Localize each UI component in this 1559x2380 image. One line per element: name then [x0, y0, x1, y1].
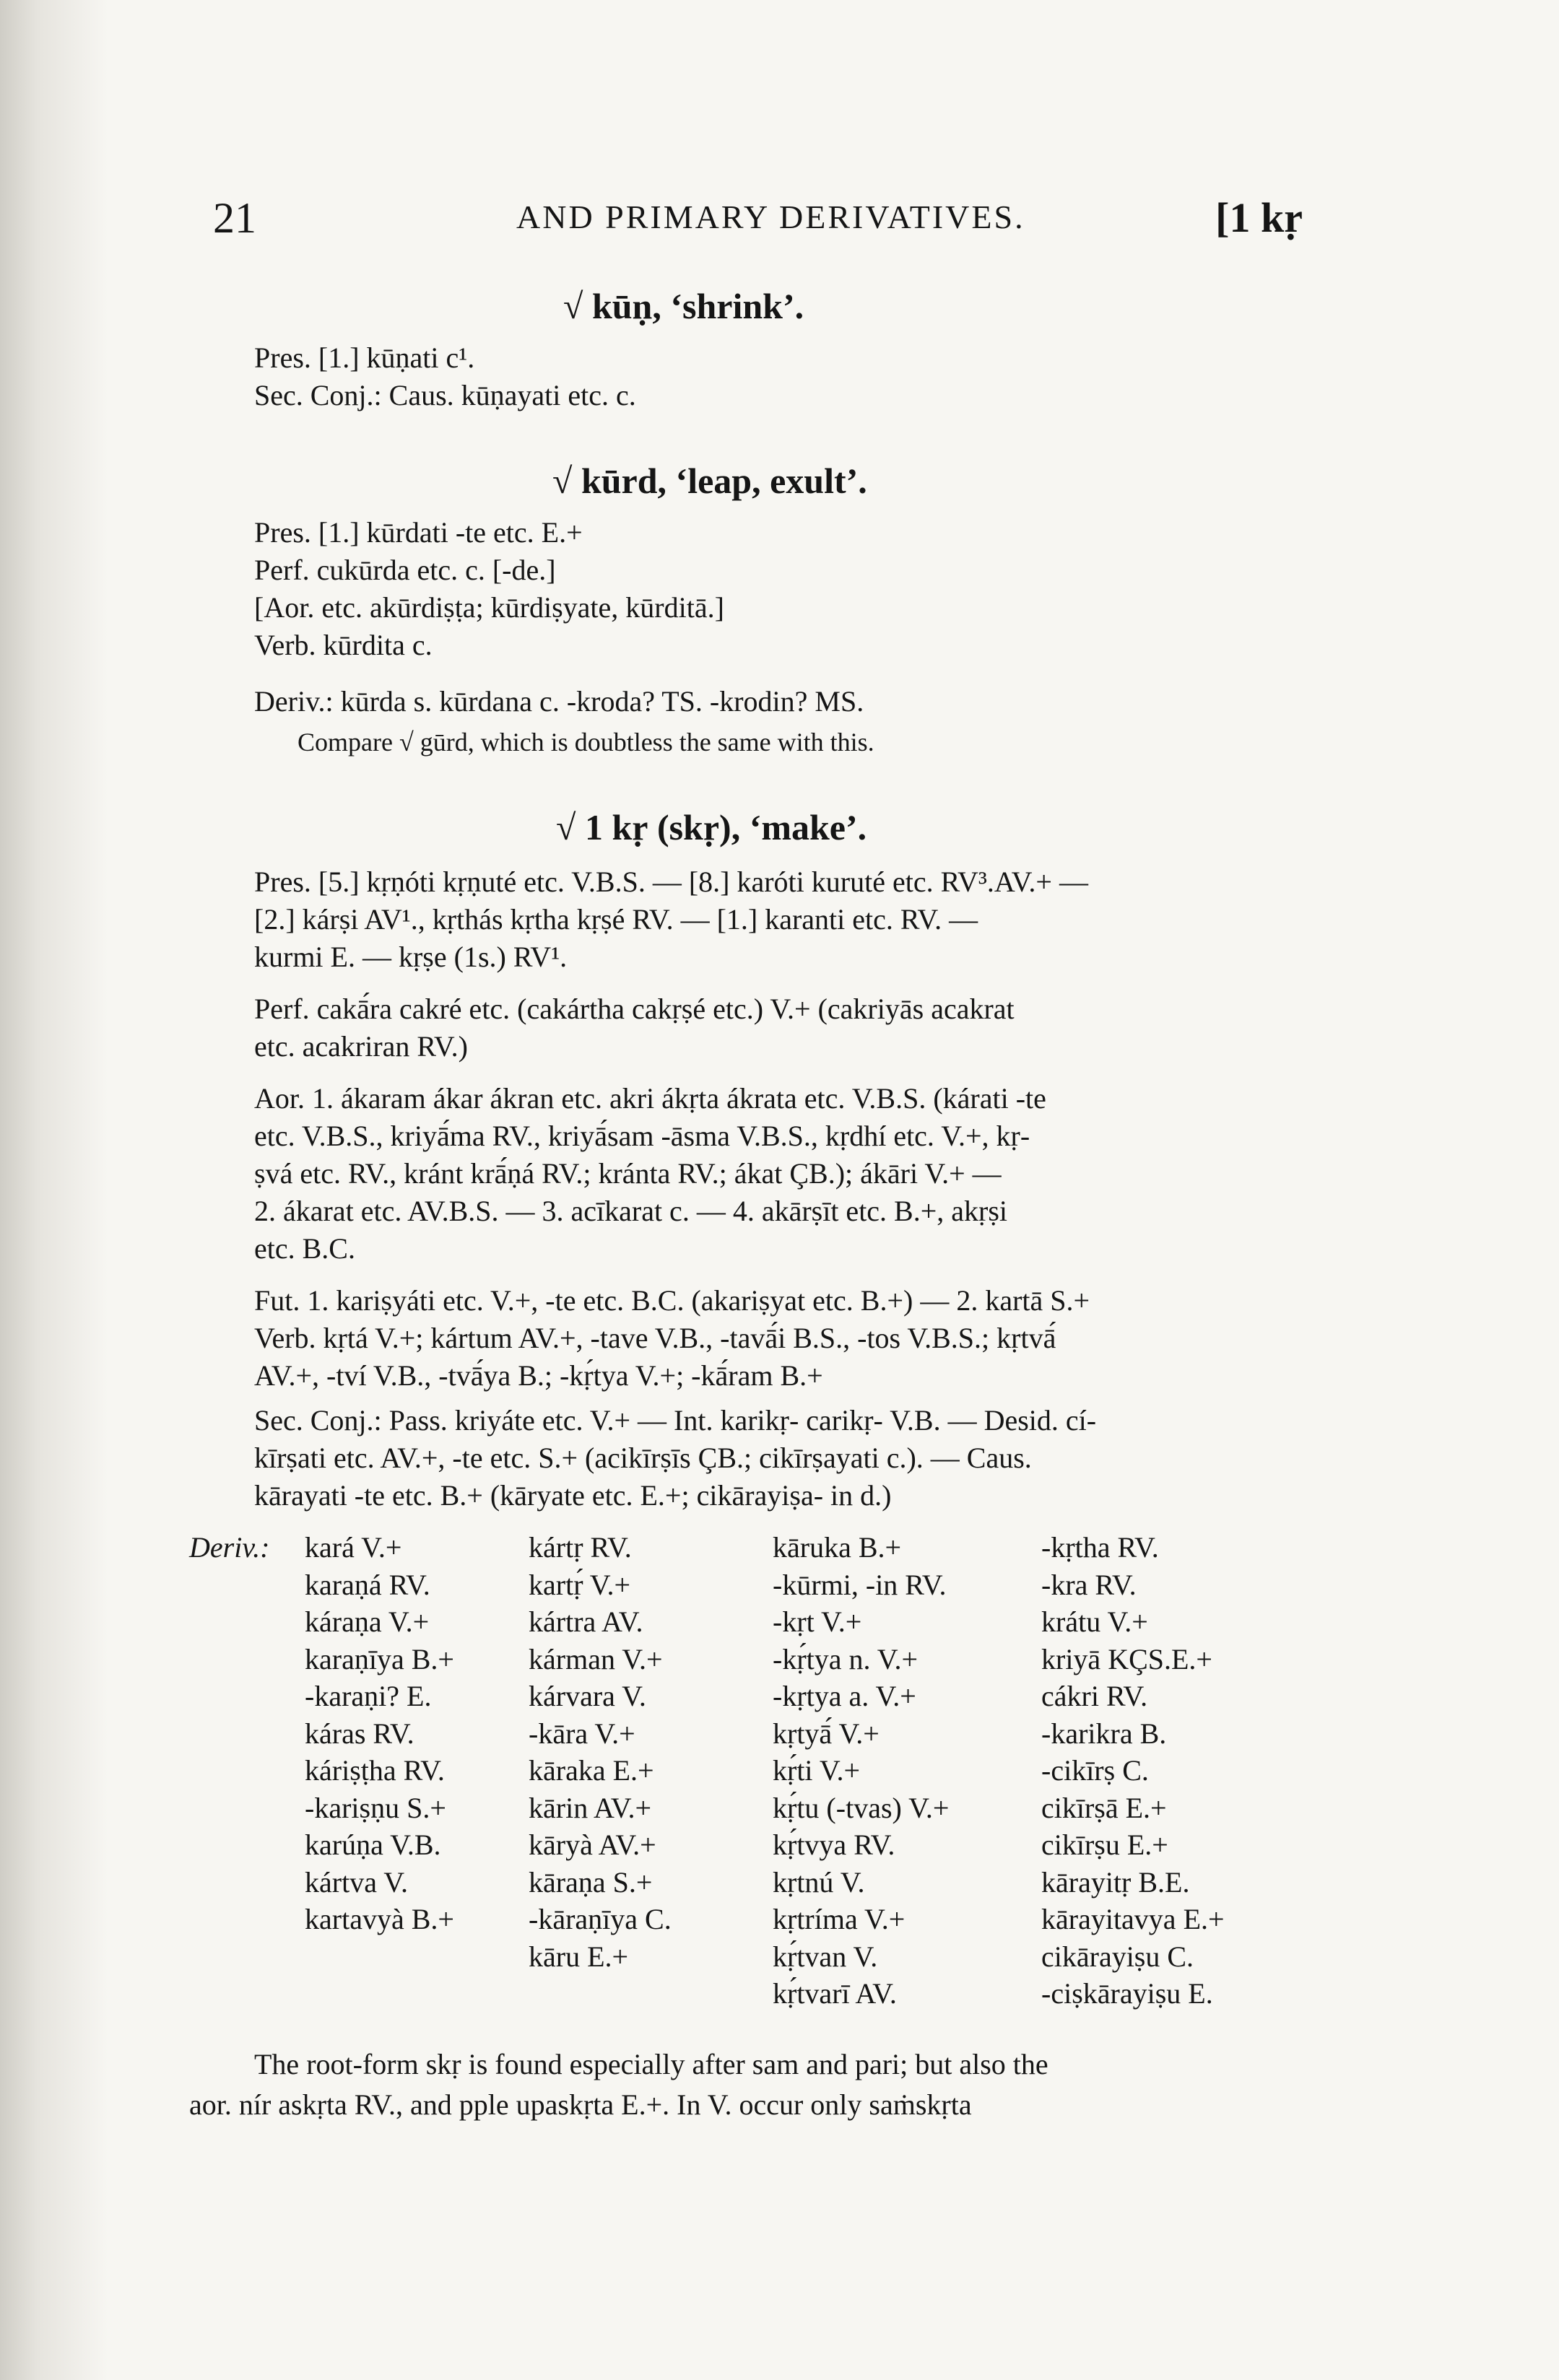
entry-line: Compare √ gūrd, which is doubtless the same with this. — [298, 728, 874, 757]
scan-binding-shadow — [0, 0, 108, 2380]
entry-line: etc. B.C. — [254, 1232, 355, 1265]
derivative-item: kāryà AV.+ — [529, 1828, 656, 1861]
derivative-item: -kūrmi, -in RV. — [773, 1568, 947, 1601]
entry-line: ṣvá etc. RV., kránt krā́ṇá RV.; kránta RV.; ákat ÇB.); ákāri V.+ — — [254, 1157, 1002, 1190]
entry-line: AV.+, -tví V.B., -tvā́ya B.; -kṛ́tya V.+; -kā́ram B.+ — [254, 1359, 823, 1392]
running-head-root: [1 kṛ — [1215, 194, 1303, 241]
derivative-item: kārayitṛ B.E. — [1041, 1865, 1190, 1899]
derivative-item: kṛ́tu (-tvas) V.+ — [773, 1791, 950, 1824]
derivative-item: krátu V.+ — [1041, 1605, 1148, 1638]
entry-line: Verb. kṛtá V.+; kártum AV.+, -tave V.B., -tavā́i B.S., -tos V.B.S.; kṛtvā́ — [254, 1322, 1056, 1354]
derivative-item: káras RV. — [305, 1717, 414, 1750]
entry-line: Fut. 1. kariṣyáti etc. V.+, -te etc. B.C. (akariṣyat etc. B.+) — 2. kartā S.+ — [254, 1284, 1090, 1317]
derivatives-column-2 — [529, 1529, 672, 1975]
derivative-item: -kṛtha RV. — [1041, 1531, 1159, 1564]
derivative-item: kártva V. — [305, 1865, 408, 1899]
derivative-item: kṛtnú V. — [773, 1865, 865, 1899]
derivative-item: káriṣṭha RV. — [305, 1754, 445, 1787]
derivative-item: karaṇīya B.+ — [305, 1642, 454, 1675]
derivative-item: cákri RV. — [1041, 1680, 1148, 1712]
entry-line: Perf. cakā́ra cakré etc. (cakártha cakṛṣé etc.) V.+ (cakriyās acakrat — [254, 993, 1015, 1025]
entry-line: Deriv.: kūrda s. kūrdana c. -kroda? TS. -krodin? MS. — [254, 685, 864, 718]
entry-head-kun: √ kūṇ, ‘shrink’. — [563, 286, 804, 326]
page-number: 21 — [213, 194, 256, 242]
derivative-item: cikārayiṣu C. — [1041, 1940, 1194, 1973]
derivative-item: kṛ́tvya RV. — [773, 1828, 895, 1861]
entry-line: Pres. [1.] kūṇati c¹. — [254, 341, 475, 374]
entry-line: kīrṣati etc. AV.+, -te etc. S.+ (acikīrṣīs ÇB.; cikīrṣayati c.). — Caus. — [254, 1442, 1032, 1474]
derivative-item: kāraka E.+ — [529, 1754, 654, 1787]
derivative-item: -karaṇi? E. — [305, 1680, 432, 1712]
entry-line: Pres. [1.] kūrdati -te etc. E.+ — [254, 516, 583, 549]
running-header — [213, 193, 1303, 251]
footer-line: The root-form skṛ is found especially after sam and pari; but also the — [254, 2048, 1048, 2080]
entry-line: etc. acakriran RV.) — [254, 1030, 468, 1063]
derivatives-column-4 — [1041, 1529, 1225, 2013]
derivative-item: karaṇá RV. — [305, 1568, 430, 1601]
derivative-item: -kṛtya a. V.+ — [773, 1680, 916, 1712]
running-title: AND PRIMARY DERIVATIVES. — [516, 199, 1025, 235]
entry-line: Sec. Conj.: Pass. kriyáte etc. V.+ — Int. karikṛ- carikṛ- V.B. — Desid. cí- — [254, 1404, 1097, 1437]
entry-line: Aor. 1. ákaram ákar ákran etc. akri ákṛta ákrata etc. V.B.S. (kárati -te — [254, 1082, 1046, 1115]
derivatives-column-3 — [773, 1529, 949, 2013]
derivative-item: -kṛt V.+ — [773, 1605, 862, 1638]
entry-line: kārayati -te etc. B.+ (kāryate etc. E.+; cikārayiṣa- in d.) — [254, 1479, 892, 1512]
derivative-item: kṛ́ti V.+ — [773, 1754, 861, 1787]
derivatives-label: Deriv.: — [189, 1531, 270, 1564]
derivative-item: kartṛ́ V.+ — [529, 1568, 631, 1601]
derivative-item: kārayitavya E.+ — [1041, 1903, 1225, 1935]
derivative-item: kṛtyā́ V.+ — [773, 1717, 880, 1750]
derivative-item: -kāraṇīya C. — [529, 1903, 672, 1935]
entry-line: 2. ákarat etc. AV.B.S. — 3. acīkarat c. — 4. akārṣīt etc. B.+, akṛṣi — [254, 1195, 1008, 1227]
entry-line: etc. V.B.S., kriyā́ma RV., kriyā́sam -āsma V.B.S., kṛdhí etc. V.+, kṛ- — [254, 1120, 1030, 1152]
entry-line: [Aor. etc. akūrdiṣṭa; kūrdiṣyate, kūrditā.] — [254, 591, 724, 624]
derivative-item: cikīrṣu E.+ — [1041, 1828, 1168, 1861]
derivative-item: kāruka B.+ — [773, 1531, 902, 1564]
derivative-item: cikīrṣā E.+ — [1041, 1791, 1167, 1824]
entry-head-kurd: √ kūrd, ‘leap, exult’. — [552, 461, 867, 501]
derivative-item: kartavyà B.+ — [305, 1903, 454, 1935]
entry-line: Pres. [5.] kṛṇóti kṛṇuté etc. V.B.S. — [8.] karóti kuruté etc. RV³.AV.+ — — [254, 866, 1088, 898]
entry-line: [2.] kárṣi AV¹., kṛthás kṛtha kṛṣé RV. — [1.] karanti etc. RV. — — [254, 903, 978, 936]
derivative-item: kṛtríma V.+ — [773, 1903, 906, 1935]
entry-line: kurmi E. — kṛṣe (1s.) RV¹. — [254, 941, 568, 973]
derivative-item: -karikra B. — [1041, 1717, 1167, 1750]
derivative-item: kāraṇa S.+ — [529, 1865, 653, 1899]
derivative-item: kárvara V. — [529, 1680, 646, 1712]
derivative-item: kṛ́tvarī AV. — [773, 1977, 897, 2010]
entry-line: Verb. kūrdita c. — [254, 629, 433, 661]
derivative-item: -cikīrṣ C. — [1041, 1754, 1149, 1787]
derivative-item: -ciṣkārayiṣu E. — [1041, 1977, 1213, 2010]
derivative-item: kārin AV.+ — [529, 1791, 651, 1824]
derivative-item: kártra AV. — [529, 1605, 643, 1638]
entry-line: Perf. cukūrda etc. c. [-de.] — [254, 554, 556, 586]
derivative-item: -kṛ́tya n. V.+ — [773, 1642, 919, 1675]
derivative-item: -kāra V.+ — [529, 1717, 635, 1750]
derivative-item: karúṇa V.B. — [305, 1828, 441, 1861]
derivative-item: káraṇa V.+ — [305, 1605, 430, 1638]
footer-line: aor. nír askṛta RV., and pple upaskṛta E.+. In V. occur only saṁskṛta — [189, 2088, 972, 2121]
derivative-item: -kariṣṇu S.+ — [305, 1791, 446, 1824]
entry-head-kr: √ 1 kṛ (skṛ), ‘make’. — [556, 807, 867, 847]
derivative-item: kriyā KÇS.E.+ — [1041, 1642, 1212, 1675]
derivative-item: kṛ́tvan V. — [773, 1940, 878, 1973]
derivative-item: kártṛ RV. — [529, 1531, 632, 1564]
derivative-item: kará V.+ — [305, 1531, 402, 1564]
derivative-item: kāru E.+ — [529, 1940, 629, 1973]
derivative-item: -kra RV. — [1041, 1568, 1137, 1601]
derivatives-column-1 — [305, 1529, 454, 1938]
derivative-item: kárman V.+ — [529, 1642, 663, 1675]
entry-line: Sec. Conj.: Caus. kūṇayati etc. c. — [254, 379, 636, 411]
